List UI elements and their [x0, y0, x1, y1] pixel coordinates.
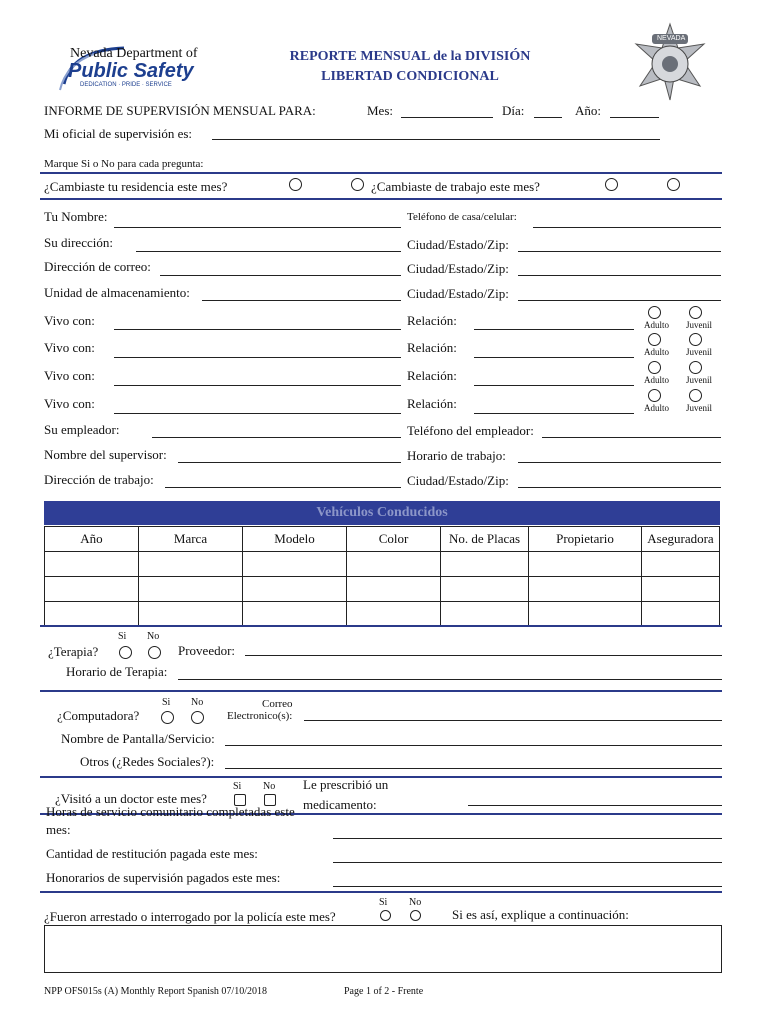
doctor-no-label: No [263, 781, 276, 792]
adult-label: Adulto [644, 403, 670, 413]
table-row [45, 577, 720, 602]
adult-label: Adulto [644, 347, 670, 357]
email-label-line1: Correo [262, 698, 293, 710]
vehicles-table [44, 526, 720, 627]
lives-with-label: Vivo con: [44, 313, 95, 328]
computer-no-radio[interactable] [191, 711, 204, 724]
name-field[interactable] [114, 227, 401, 228]
section-rule [40, 690, 722, 692]
arrest-no-label: No [409, 897, 422, 908]
job-yes-radio[interactable] [605, 178, 618, 191]
employer-phone-label: Teléfono del empleador: [407, 423, 534, 438]
table-cell[interactable] [347, 577, 441, 602]
lives-with-field[interactable] [114, 329, 401, 330]
relation-field[interactable] [474, 413, 634, 414]
report-for-label: INFORME DE SUPERVISIÓN MENSUAL PARA: [44, 103, 316, 118]
page-number: Page 1 of 2 - Frente [344, 986, 424, 997]
arrest-no-radio[interactable] [410, 910, 421, 921]
therapy-no-label: No [147, 631, 160, 642]
city-field-4[interactable] [518, 487, 721, 488]
city-field-1[interactable] [518, 251, 721, 252]
table-cell[interactable] [139, 577, 243, 602]
lives-with-label: Vivo con: [44, 396, 95, 411]
vehicle-col-model: Modelo [243, 527, 347, 552]
table-cell[interactable] [529, 602, 642, 627]
table-cell[interactable] [139, 552, 243, 577]
storage-field[interactable] [202, 300, 401, 301]
city-label-2: Ciudad/Estado/Zip: [407, 261, 509, 276]
arrest-yes-label: Si [379, 897, 388, 908]
adult-radio[interactable] [648, 333, 661, 346]
therapy-yes-label: Si [118, 631, 127, 642]
city-label-3: Ciudad/Estado/Zip: [407, 286, 509, 301]
day-field[interactable] [534, 117, 562, 118]
screen-name-label: Nombre de Pantalla/Servicio: [61, 731, 215, 746]
community-hours-field[interactable] [333, 838, 722, 839]
form-id: NPP OFS015s (A) Monthly Report Spanish 07/10/2018 [44, 986, 267, 997]
table-cell[interactable] [45, 552, 139, 577]
adult-radio[interactable] [648, 389, 661, 402]
adult-label: Adulto [644, 320, 670, 330]
provider-field[interactable] [245, 655, 722, 656]
therapy-yes-radio[interactable] [119, 646, 132, 659]
officer-field[interactable] [212, 139, 660, 140]
computer-no-label: No [191, 697, 204, 708]
prescribed-field[interactable] [468, 805, 722, 806]
doctor-question: ¿Visitó a un doctor este mes? [55, 791, 207, 806]
officer-label: Mi oficial de supervisión es: [44, 126, 193, 141]
email-field[interactable] [304, 720, 722, 721]
prescribed-label-line1: Le prescribió un [303, 777, 389, 792]
table-cell[interactable] [642, 602, 720, 627]
lives-with-label: Vivo con: [44, 340, 95, 355]
phone-field[interactable] [533, 227, 721, 228]
section-rule [40, 172, 722, 174]
table-row [45, 602, 720, 627]
juvenile-radio[interactable] [689, 361, 702, 374]
table-cell[interactable] [139, 602, 243, 627]
vehicles-title: Vehículos Conducidos [44, 501, 720, 525]
computer-yes-label: Si [162, 697, 171, 708]
phone-label: Teléfono de casa/celular: [407, 211, 517, 223]
vehicle-col-color: Color [347, 527, 441, 552]
relation-label: Relación: [407, 368, 457, 383]
vehicle-col-insurer: Aseguradora [642, 527, 720, 552]
therapy-schedule-label: Horario de Terapia: [66, 664, 168, 679]
therapy-question: ¿Terapia? [48, 644, 99, 659]
badge-star-icon [630, 22, 710, 102]
table-cell[interactable] [441, 577, 529, 602]
lives-with-label: Vivo con: [44, 368, 95, 383]
table-row [45, 552, 720, 577]
table-cell[interactable] [441, 602, 529, 627]
juvenile-radio[interactable] [689, 333, 702, 346]
year-label: Año: [575, 103, 601, 118]
prescribed-label-line2: medicamento: [303, 797, 377, 812]
computer-yes-radio[interactable] [161, 711, 174, 724]
table-cell[interactable] [347, 602, 441, 627]
doctor-yes-label: Si [233, 781, 242, 792]
therapy-schedule-field[interactable] [178, 679, 722, 680]
logo-line2: Public Safety [68, 60, 194, 82]
lives-with-field[interactable] [114, 385, 401, 386]
month-label: Mes: [367, 103, 393, 118]
month-field[interactable] [401, 117, 493, 118]
vehicle-col-make: Marca [139, 527, 243, 552]
table-cell[interactable] [45, 577, 139, 602]
city-field-2[interactable] [518, 275, 721, 276]
work-address-field[interactable] [165, 487, 401, 488]
vehicle-col-owner: Propietario [529, 527, 642, 552]
table-cell[interactable] [243, 552, 347, 577]
form-title-line2: LIBERTAD CONDICIONAL [321, 69, 499, 84]
lives-with-field[interactable] [114, 357, 401, 358]
table-cell[interactable] [243, 577, 347, 602]
relation-field[interactable] [474, 385, 634, 386]
supervisor-field[interactable] [178, 462, 401, 463]
therapy-no-radio[interactable] [148, 646, 161, 659]
badge-text: NEVADA [657, 35, 686, 42]
social-media-field[interactable] [225, 768, 722, 769]
city-label-4: Ciudad/Estado/Zip: [407, 473, 509, 488]
logo-line1: Nevada Department of [70, 46, 198, 61]
section-rule [40, 891, 722, 893]
table-cell[interactable] [441, 552, 529, 577]
computer-question: ¿Computadora? [57, 708, 140, 723]
employer-field[interactable] [152, 437, 401, 438]
adult-radio[interactable] [648, 306, 661, 319]
provider-label: Proveedor: [178, 643, 236, 658]
table-cell[interactable] [642, 552, 720, 577]
city-field-3[interactable] [518, 300, 721, 301]
instruction-text: Marque Si o No para cada pregunta: [44, 158, 204, 170]
juvenile-label: Juvenil [686, 403, 712, 413]
restitution-label: Cantidad de restitución pagada este mes: [46, 846, 258, 861]
job-no-radio[interactable] [667, 178, 680, 191]
residence-yes-radio[interactable] [289, 178, 302, 191]
juvenile-label: Juvenil [686, 320, 712, 330]
juvenile-label: Juvenil [686, 375, 712, 385]
vehicle-col-year: Año [45, 527, 139, 552]
juvenile-radio[interactable] [689, 306, 702, 319]
arrest-question: ¿Fueron arrestado o interrogado por la policía este mes? [44, 909, 336, 924]
relation-label: Relación: [407, 340, 457, 355]
employer-label: Su empleador: [44, 422, 120, 437]
section-rule [40, 625, 722, 627]
fees-label: Honorarios de supervisión pagados este mes: [46, 870, 281, 885]
table-cell[interactable] [347, 552, 441, 577]
relation-label: Relación: [407, 396, 457, 411]
screen-name-field[interactable] [225, 745, 722, 746]
explain-label: Si es así, explique a continuación: [452, 907, 629, 922]
work-schedule-field[interactable] [518, 462, 721, 463]
lives-with-field[interactable] [114, 413, 401, 414]
section-rule [40, 198, 722, 200]
juvenile-label: Juvenil [686, 347, 712, 357]
community-label-line1: Horas de servicio comunitario completadas este [46, 804, 295, 819]
arrest-yes-radio[interactable] [380, 910, 391, 921]
address-field[interactable] [136, 251, 401, 252]
relation-field[interactable] [474, 329, 634, 330]
email-label-line2: Electronico(s): [227, 710, 293, 722]
address-label: Su dirección: [44, 235, 113, 250]
table-cell[interactable] [529, 552, 642, 577]
mail-field[interactable] [160, 275, 401, 276]
employer-phone-field[interactable] [542, 437, 721, 438]
juvenile-radio[interactable] [689, 389, 702, 402]
residence-no-radio[interactable] [351, 178, 364, 191]
restitution-field[interactable] [333, 862, 722, 863]
logo-line3: DEDICATION · PRIDE · SERVICE [80, 82, 172, 88]
adult-label: Adulto [644, 375, 670, 385]
community-label-line2: mes: [46, 822, 71, 837]
name-label: Tu Nombre: [44, 209, 108, 224]
vehicle-col-plates: No. de Placas [441, 527, 529, 552]
residence-question: ¿Cambiaste tu residencia este mes? [44, 179, 228, 194]
explanation-textarea[interactable] [44, 925, 722, 973]
job-question: ¿Cambiaste de trabajo este mes? [371, 179, 540, 194]
table-cell[interactable] [243, 602, 347, 627]
day-label: Día: [502, 103, 525, 118]
mail-label: Dirección de correo: [44, 259, 151, 274]
adult-radio[interactable] [648, 361, 661, 374]
year-field[interactable] [610, 117, 659, 118]
work-schedule-label: Horario de trabajo: [407, 448, 506, 463]
table-cell[interactable] [642, 577, 720, 602]
work-address-label: Dirección de trabajo: [44, 472, 154, 487]
city-label-1: Ciudad/Estado/Zip: [407, 237, 509, 252]
table-cell[interactable] [45, 602, 139, 627]
vehicles-header-row [45, 527, 720, 552]
fees-field[interactable] [333, 886, 722, 887]
table-cell[interactable] [529, 577, 642, 602]
form-title-line1: REPORTE MENSUAL de la DIVISIÓN [289, 49, 531, 64]
relation-label: Relación: [407, 313, 457, 328]
relation-field[interactable] [474, 357, 634, 358]
social-media-label: Otros (¿Redes Sociales?): [80, 754, 215, 769]
supervisor-label: Nombre del supervisor: [44, 447, 167, 462]
storage-label: Unidad de almacenamiento: [44, 285, 190, 300]
